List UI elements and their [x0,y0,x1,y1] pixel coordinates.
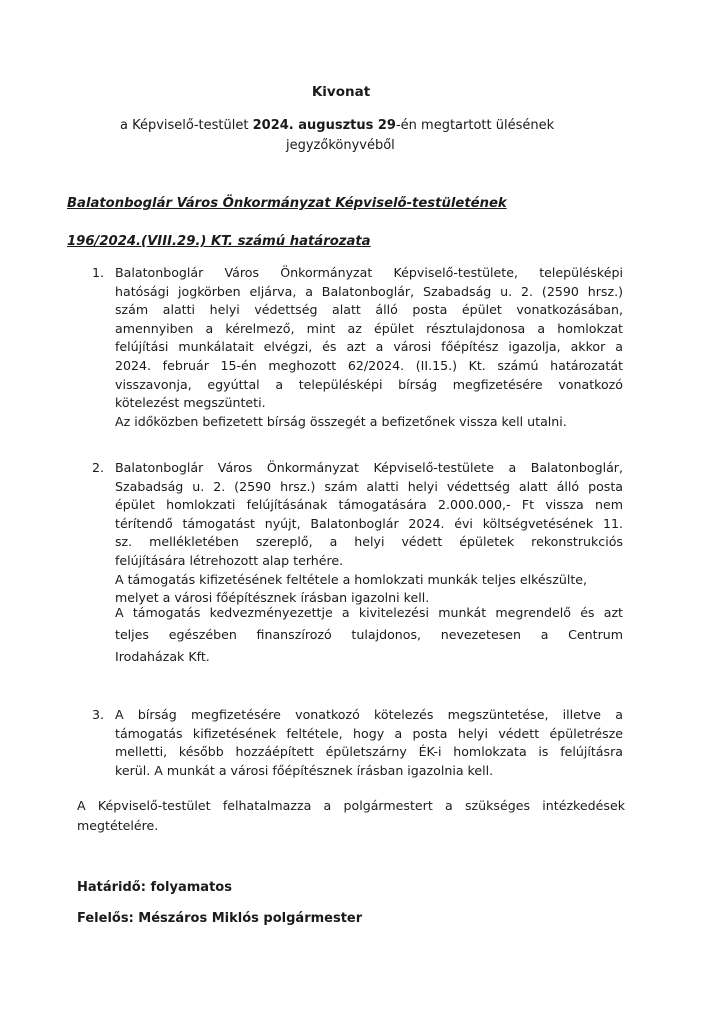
text-line: amennyiben a kérelmező, mint az épület résztulajdonosa a homlokzat [115,320,623,336]
text-line: Irodaházak Kft. [115,649,210,664]
text-line: sz. mellékletében szereplő, a helyi védett épületek rekonstrukciós [115,534,623,550]
text-line: Balatonboglár Város Önkormányzat Képviselő-testülete, településképi [115,265,623,280]
text-line: megtételére. [77,818,159,833]
text-line: szám alatti helyi védettség alatt álló posta épület vonatkozásában, [115,302,623,318]
item-number: 1. [92,265,105,280]
item-2-beneficiary [115,602,623,668]
text-line: Az időközben befizetett bírság összegét a befizetőnek vissza kell utalni. [115,413,567,429]
subtitle-pre: a Képviselő-testület [120,118,253,133]
text-line: kötelezést megszünteti. [115,395,266,411]
subtitle-post: -én megtartott ülésének [395,118,555,133]
text-line: A bírság megfizetésére vonatkozó kötelezés megszüntetése, illetve a [115,707,623,722]
text-line: épület homlokzati felújításának támogatására 2.000.000,- Ft vissza nem [115,497,623,513]
subtitle-line-2: jegyzőkönyvéből [286,138,395,153]
text-line: támogatás kifizetésének feltétele, hogy a posta helyi védett épületrésze [115,725,623,741]
text-line: felújítási munkálatait elvégzi, és azt a városi főépítész igazolja, akkor a [115,339,623,355]
item-3-text [115,706,623,780]
text-line: melyet a városi főépítésznek írásban igazolni kell. [115,590,430,606]
text-line: A Képviselő-testület felhatalmazza a polgármestert a szükséges intézkedések [77,798,625,813]
subtitle-line-1 [120,118,554,133]
resolution-heading-body: Balatonboglár Város Önkormányzat Képviselő-testületének [67,196,507,211]
text-line: teljes egészében finanszírozó tulajdonos, nevezetesen a Centrum [115,627,623,642]
text-line: térítendő támogatást nyújt, Balatonboglár 2024. évi költségvetésének 11. [115,515,623,531]
text-line: felújítására létrehozott alap terhére. [115,552,344,568]
text-line: Balatonboglár Város Önkormányzat Képviselő-testülete a Balatonboglár, [115,460,623,475]
authorization-paragraph [77,796,625,836]
item-number: 3. [92,707,105,722]
document-title: Kivonat [311,84,371,100]
item-2-text [115,459,623,608]
text-line: A támogatás kifizetésének feltétele a homlokzati munkák teljes elkészülte, [115,571,588,587]
text-line: Szabadság u. 2. (2590 hrsz.) szám alatti helyi védettség alatt álló posta [115,478,623,494]
text-line: melletti, később hozzáépített épületszárny ÉK-i homlokzata is felújításra [115,744,623,760]
subtitle-date: 2024. augusztus 29 [252,118,396,133]
text-line: visszavonja, egyúttal a településképi bírság megfizetésére vonatkozó [115,376,623,392]
item-1-text [115,264,623,431]
item-number: 2. [92,460,105,475]
text-line: 2024. február 15-én meghozott 62/2024. (II.15.) Kt. számú határozatát [115,357,623,373]
text-line: kerül. A munkát a városi főépítésznek írásban igazolnia kell. [115,762,494,778]
responsible-person: Felelős: Mészáros Miklós polgármester [77,911,363,926]
deadline: Határidő: folyamatos [77,880,232,895]
text-line: A támogatás kedvezményezettje a kivitelezési munkát megrendelő és azt [115,605,623,620]
resolution-heading-number: 196/2024.(VIII.29.) KT. számú határozata [67,234,371,249]
text-line: hatósági jogkörben eljárva, a Balatonboglár, Szabadság u. 2. (2590 hrsz.) [115,283,623,299]
